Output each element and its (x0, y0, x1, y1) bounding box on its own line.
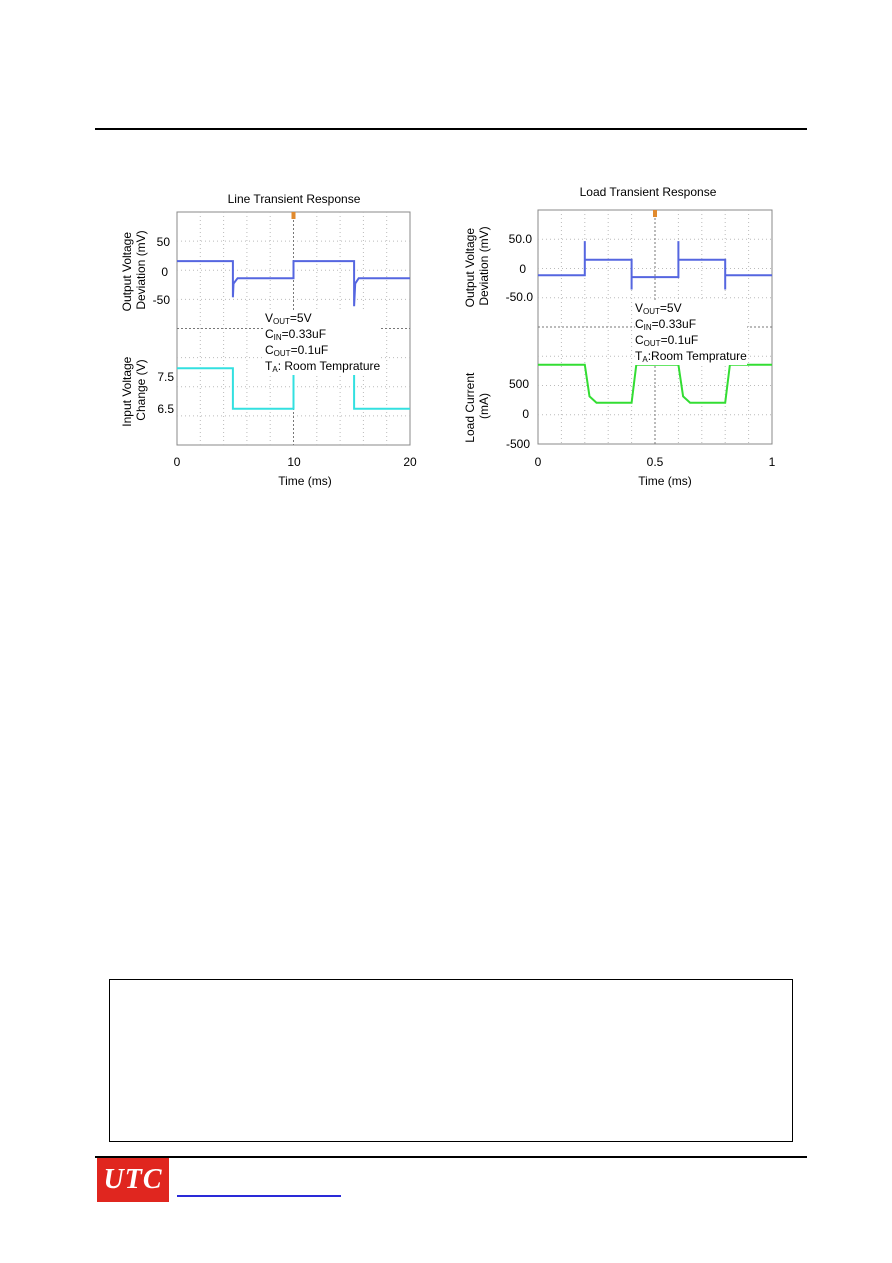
x-tick-0: 0 (173, 455, 181, 469)
x-tick-0: 0 (534, 455, 542, 469)
x-tick-1: 0.5 (646, 455, 664, 469)
condition-cout: $C_{OUT}=0.1uF$ (265, 343, 329, 358)
x-axis-label: Time (ms) (638, 474, 692, 488)
top-y-label-line-2: Deviation (mV) (134, 230, 148, 310)
condition-vout: $V_{OUT}=5V$ (635, 301, 682, 316)
top-y-tick-0: 50.0 (508, 232, 532, 246)
logo-text: UTC (103, 1164, 163, 1195)
condition-cout: $C_{OUT}=0.1uF$ (635, 333, 699, 348)
bottom-y-label (463, 369, 491, 442)
load-transient-chart (460, 180, 800, 500)
top-y-label-line-2: Deviation (mV) (477, 226, 491, 306)
trigger-marker (292, 212, 296, 219)
chart-title: Load Transient Response (579, 185, 717, 199)
condition-cin: $C_{IN}=0.33uF$ (635, 317, 697, 332)
bottom-y-tick-0: 7.5 (157, 370, 174, 384)
top-y-tick-2: -50.0 (505, 290, 533, 304)
utc-logo (97, 1158, 169, 1202)
condition-cin: $C_{IN}=0.33uF$ (265, 327, 327, 342)
top-y-label-line-1: Output Voltage (120, 231, 134, 312)
bottom-y-tick-1: 6.5 (157, 402, 174, 416)
line-test-conditions (265, 311, 380, 375)
top-y-label-line-1: Output Voltage (463, 227, 477, 308)
x-axis-label: Time (ms) (278, 474, 332, 488)
trigger-marker (653, 210, 657, 217)
load-test-conditions (635, 301, 747, 365)
top-y-tick-2: -50 (152, 293, 170, 307)
condition-ta: $T_A$: Room Temprature (265, 359, 381, 374)
top-y-label (120, 229, 148, 312)
chart-title: Line Transient Response (227, 192, 361, 206)
x-tick-2: 20 (403, 455, 417, 469)
condition-ta: $T_A:Room$ Temprature (635, 349, 747, 364)
bottom-y-label-line-2: (mA) (477, 393, 491, 419)
bottom-y-label (120, 353, 148, 426)
header-rule (95, 128, 807, 130)
bottom-y-label-line-1: Input Voltage (120, 356, 134, 427)
top-y-tick-0: 50 (156, 235, 170, 249)
top-y-tick-1: 0 (519, 262, 526, 276)
bottom-y-label-line-2: Change (V) (134, 359, 148, 421)
notice-box (109, 979, 793, 1142)
top-y-label (463, 225, 491, 308)
bottom-y-label-line-1: Load Current (463, 372, 477, 443)
condition-vout: $V_{OUT}=5V$ (265, 311, 312, 326)
x-tick-1: 10 (287, 455, 301, 469)
bottom-y-tick-2: -500 (505, 437, 530, 451)
footer-rule (95, 1156, 807, 1158)
website-link-underline[interactable] (177, 1195, 341, 1197)
bottom-y-tick-0: 500 (508, 377, 529, 391)
x-tick-2: 1 (768, 455, 776, 469)
bottom-y-tick-1: 0 (522, 407, 529, 421)
top-y-tick-1: 0 (161, 265, 168, 279)
